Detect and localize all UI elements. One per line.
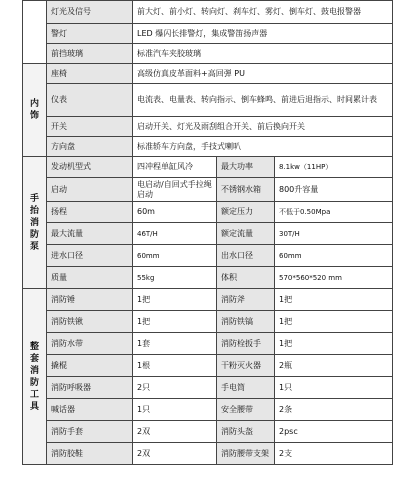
- row-label: 消防手套: [47, 421, 133, 443]
- table-row: [23, 311, 393, 333]
- table-row: [23, 117, 393, 137]
- table-row: [23, 223, 393, 245]
- row-label: 安全腰带: [217, 399, 275, 421]
- table-row: [23, 443, 393, 465]
- row-label: 撬棍: [47, 355, 133, 377]
- row-value: 2条: [275, 399, 393, 421]
- row-label: 喊话器: [47, 399, 133, 421]
- row-label: 额定流量: [217, 223, 275, 245]
- row-label: 消防腰带支架: [217, 443, 275, 465]
- row-value: 60mm: [133, 245, 217, 267]
- row-label: 最大流量: [47, 223, 133, 245]
- row-value: 1套: [133, 333, 217, 355]
- table-row: [23, 137, 393, 157]
- row-label: 进水口径: [47, 245, 133, 267]
- table-row: [23, 1, 393, 24]
- row-value: 46T/H: [133, 223, 217, 245]
- row-value: 1把: [275, 289, 393, 311]
- row-value: LED 爆闪长排警灯，集成警笛扬声器: [133, 24, 393, 44]
- section-label-interior: 内 饰: [23, 64, 47, 157]
- row-value: 1把: [133, 311, 217, 333]
- row-label: 扬程: [47, 202, 133, 223]
- table-row: [23, 421, 393, 443]
- row-label: 消防铁锹: [47, 311, 133, 333]
- row-label: 消防栓扳手: [217, 333, 275, 355]
- row-value: 2只: [133, 377, 217, 399]
- row-label: 消防水带: [47, 333, 133, 355]
- row-label: 消防铁镐: [217, 311, 275, 333]
- row-label: 质量: [47, 267, 133, 289]
- table-row: [23, 245, 393, 267]
- table-row: [23, 202, 393, 223]
- row-value: 570*560*520 mm: [275, 267, 393, 289]
- row-label: 仪表: [47, 84, 133, 117]
- row-value: 电启动/自回式手拉绳启动: [133, 178, 217, 202]
- row-value: 8.1kw（11HP）: [275, 157, 393, 178]
- row-value: 前大灯、前小灯、转向灯、刹车灯、雾灯、倒车灯、鼓电报警器: [133, 1, 393, 24]
- row-value: 60mm: [275, 245, 393, 267]
- row-label: 额定压力: [217, 202, 275, 223]
- row-value: 不低于0.50Mpa: [275, 202, 393, 223]
- table-row: [23, 267, 393, 289]
- row-value: 标准汽车夹胶玻璃: [133, 44, 393, 64]
- row-value: 2双: [133, 443, 217, 465]
- table-row: [23, 377, 393, 399]
- row-value: 1把: [133, 289, 217, 311]
- row-value: 800升容量: [275, 178, 393, 202]
- section-label-tools: 整 套 消 防 工 具: [23, 289, 47, 465]
- row-label: 方向盘: [47, 137, 133, 157]
- table-row: [23, 64, 393, 84]
- row-value: 2瓶: [275, 355, 393, 377]
- table-row: [23, 178, 393, 202]
- row-value: 2支: [275, 443, 393, 465]
- row-label: 出水口径: [217, 245, 275, 267]
- row-value: 高级仿真皮革面料+高回弹 PU: [133, 64, 393, 84]
- section-cell-blank: [23, 1, 47, 64]
- section-label-pump: 手 抬 消 防 泵: [23, 157, 47, 289]
- table-row: [23, 44, 393, 64]
- table-row: [23, 355, 393, 377]
- row-value: 2双: [133, 421, 217, 443]
- row-label: 灯光及信号: [47, 1, 133, 24]
- row-label: 干粉灭火器: [217, 355, 275, 377]
- row-label: 发动机型式: [47, 157, 133, 178]
- row-value: 1根: [133, 355, 217, 377]
- row-label: 体积: [217, 267, 275, 289]
- row-value: 四冲程单缸风冷: [133, 157, 217, 178]
- row-value: 30T/H: [275, 223, 393, 245]
- row-label: 启动: [47, 178, 133, 202]
- row-value: 2psc: [275, 421, 393, 443]
- row-label: 前挡玻璃: [47, 44, 133, 64]
- row-label: 消防锤: [47, 289, 133, 311]
- spec-table: [22, 0, 393, 465]
- table-row: [23, 399, 393, 421]
- row-value: 1把: [275, 333, 393, 355]
- row-label: 座椅: [47, 64, 133, 84]
- table-row: [23, 333, 393, 355]
- table-row: [23, 157, 393, 178]
- row-label: 开关: [47, 117, 133, 137]
- row-value: 55kg: [133, 267, 217, 289]
- row-value: 1只: [133, 399, 217, 421]
- row-label: 手电筒: [217, 377, 275, 399]
- row-value: 启动开关、灯光及雨刮组合开关、前后换向开关: [133, 117, 393, 137]
- table-row: [23, 84, 393, 117]
- row-label: 消防斧: [217, 289, 275, 311]
- row-label: 消防头盔: [217, 421, 275, 443]
- table-row: [23, 24, 393, 44]
- row-value: 1只: [275, 377, 393, 399]
- row-label: 不锈钢水箱: [217, 178, 275, 202]
- row-value: 1把: [275, 311, 393, 333]
- row-label: 警灯: [47, 24, 133, 44]
- row-label: 消防呼吸器: [47, 377, 133, 399]
- table-row: [23, 289, 393, 311]
- row-value: 60m: [133, 202, 217, 223]
- row-value: 标准轿车方向盘，手技式喇叭: [133, 137, 393, 157]
- row-label: 消防胶鞋: [47, 443, 133, 465]
- row-label: 最大功率: [217, 157, 275, 178]
- row-value: 电流表、电量表、转向指示、倒车蜂鸣、前进后退指示、时间累计表: [133, 84, 393, 117]
